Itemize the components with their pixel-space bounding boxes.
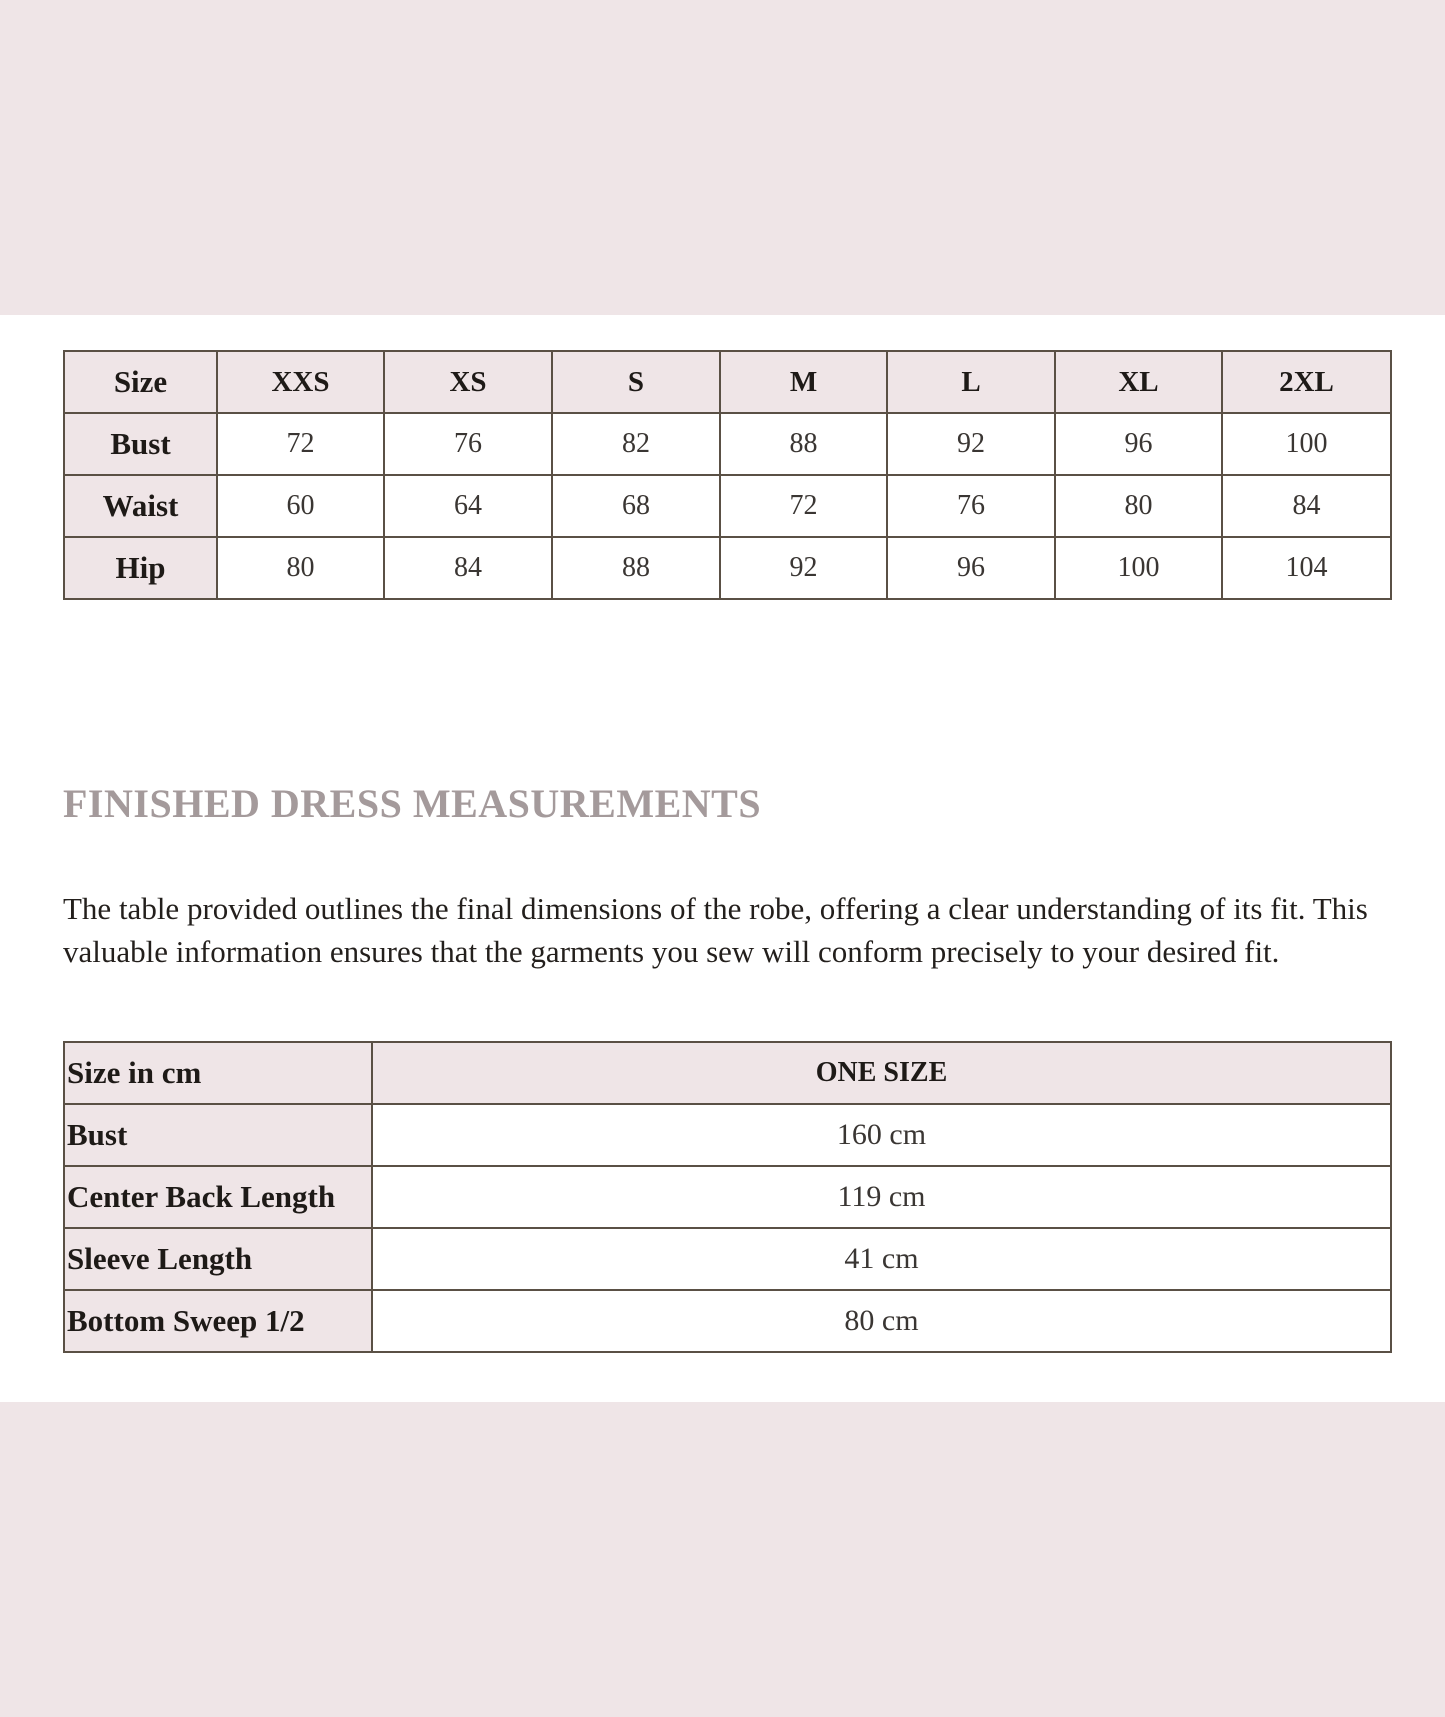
measurements-row xyxy=(64,1104,1391,1166)
table-cell: 82 xyxy=(552,413,720,475)
table-cell: 72 xyxy=(217,413,384,475)
table-cell: 41 cm xyxy=(372,1228,1391,1290)
size-chart-row-hip xyxy=(64,537,1391,599)
size-chart-row-bust xyxy=(64,413,1391,475)
size-chart-header-label: Size xyxy=(64,351,217,413)
measurements-header-value: ONE SIZE xyxy=(372,1042,1391,1104)
measurements-row xyxy=(64,1228,1391,1290)
measurements-header-row xyxy=(64,1042,1391,1104)
finished-measurements-table xyxy=(63,1041,1392,1353)
table-cell: 80 xyxy=(217,537,384,599)
size-column-header: 2XL xyxy=(1222,351,1391,413)
row-label: Waist xyxy=(64,475,217,537)
table-cell: 100 xyxy=(1055,537,1222,599)
table-cell: 100 xyxy=(1222,413,1391,475)
size-column-header: L xyxy=(887,351,1055,413)
table-cell: 76 xyxy=(384,413,552,475)
table-cell: 92 xyxy=(887,413,1055,475)
table-cell: 92 xyxy=(720,537,887,599)
table-cell: 84 xyxy=(1222,475,1391,537)
table-cell: 88 xyxy=(720,413,887,475)
section-title: FINISHED DRESS MEASUREMENTS xyxy=(63,781,762,826)
row-label: Bust xyxy=(64,1104,372,1166)
table-cell: 160 cm xyxy=(372,1104,1391,1166)
document-page xyxy=(0,315,1445,1402)
table-cell: 96 xyxy=(1055,413,1222,475)
size-column-header: XXS xyxy=(217,351,384,413)
size-chart-table xyxy=(63,350,1392,600)
table-cell: 68 xyxy=(552,475,720,537)
table-cell: 64 xyxy=(384,475,552,537)
measurements-header-label: Size in cm xyxy=(64,1042,372,1104)
row-label: Sleeve Length xyxy=(64,1228,372,1290)
row-label: Bust xyxy=(64,413,217,475)
size-column-header: XS xyxy=(384,351,552,413)
table-cell: 104 xyxy=(1222,537,1391,599)
table-cell: 119 cm xyxy=(372,1166,1391,1228)
size-column-header: M xyxy=(720,351,887,413)
measurements-row xyxy=(64,1166,1391,1228)
measurements-row xyxy=(64,1290,1391,1352)
row-label: Hip xyxy=(64,537,217,599)
size-column-header: S xyxy=(552,351,720,413)
table-cell: 76 xyxy=(887,475,1055,537)
table-cell: 60 xyxy=(217,475,384,537)
table-cell: 80 cm xyxy=(372,1290,1391,1352)
section-description: The table provided outlines the final dimensions of the robe, offering a clear understanding of its fit. This valuable information ensures that the garments you sew will conform precisely to your desired fit. xyxy=(63,891,1368,969)
table-cell: 96 xyxy=(887,537,1055,599)
table-cell: 72 xyxy=(720,475,887,537)
row-label: Center Back Length xyxy=(64,1166,372,1228)
table-cell: 88 xyxy=(552,537,720,599)
size-chart-header-row xyxy=(64,351,1391,413)
table-cell: 84 xyxy=(384,537,552,599)
size-column-header: XL xyxy=(1055,351,1222,413)
row-label: Bottom Sweep 1/2 xyxy=(64,1290,372,1352)
size-chart-row-waist xyxy=(64,475,1391,537)
table-cell: 80 xyxy=(1055,475,1222,537)
